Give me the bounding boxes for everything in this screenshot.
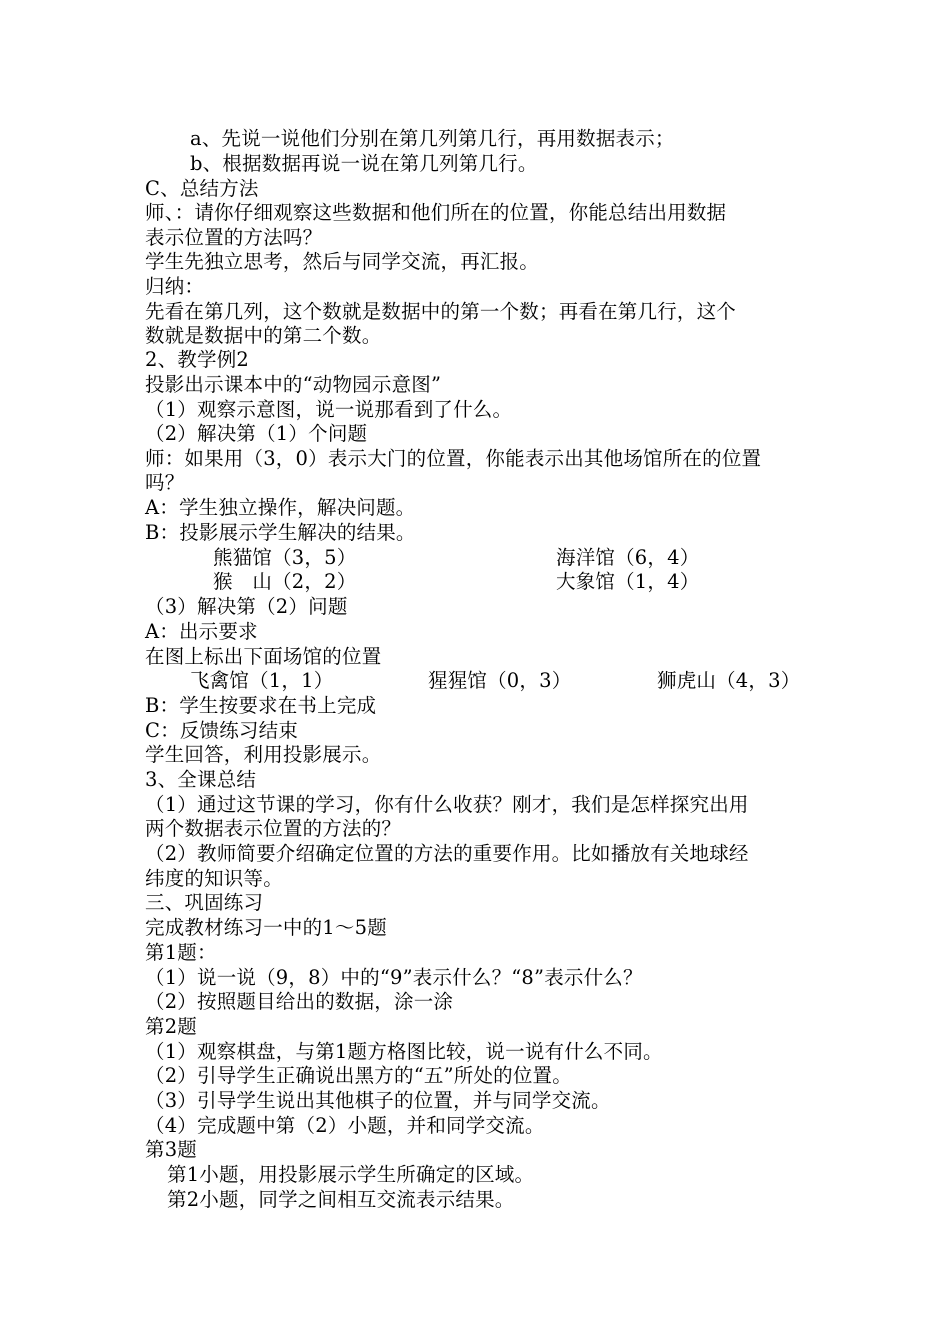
- text-line: （1）通过这节课的学习，你有什么收获？刚才，我们是怎样探究出用: [145, 793, 749, 816]
- text-line: 数就是数据中的第二个数。: [145, 324, 382, 347]
- text-line: A：出示要求: [145, 620, 258, 643]
- text-line: 两个数据表示位置的方法的？: [145, 817, 402, 840]
- venue-monkey: 猴 山（2，2）: [213, 570, 357, 593]
- text-line: B：学生按要求在书上完成: [145, 694, 377, 717]
- text-line: 师、：请你仔细观察这些数据和他们所在的位置，你能总结出用数据: [145, 201, 727, 224]
- text-line: 归纳：: [145, 275, 205, 298]
- text-line: 纬度的知识等。: [145, 867, 283, 890]
- text-line: 学生先独立思考，然后与同学交流，再汇报。: [145, 250, 540, 273]
- text-line: （2）引导学生正确说出黑方的“五”所处的位置。: [145, 1064, 572, 1087]
- text-line: 完成教材练习一中的1～5题: [145, 916, 387, 939]
- text-line: （3）引导学生说出其他棋子的位置，并与同学交流。: [145, 1089, 611, 1112]
- venue-ocean: 海洋馆（6，4）: [556, 546, 700, 569]
- text-line: 表示位置的方法吗？: [145, 226, 323, 249]
- text-line: a、先说一说他们分别在第几列第几行，再用数据表示；: [190, 127, 675, 150]
- text-line: B：投影展示学生解决的结果。: [145, 521, 416, 544]
- text-line: 师：如果用（3，0）表示大门的位置，你能表示出其他场馆所在的位置: [145, 447, 762, 470]
- text-line: 投影出示课本中的“动物园示意图”: [145, 373, 442, 396]
- text-line: 第2题: [145, 1015, 198, 1038]
- text-line: （2）解决第（1）个问题: [145, 422, 368, 445]
- text-line: （2）按照题目给出的数据，涂一涂: [145, 990, 454, 1013]
- text-line: （4）完成题中第（2）小题，并和同学交流。: [145, 1114, 545, 1137]
- text-line: （1）观察棋盘，与第1题方格图比较，说一说有什么不同。: [145, 1040, 663, 1063]
- venue-elephant: 大象馆（1，4）: [556, 570, 700, 593]
- section-heading: 2、教学例2: [145, 348, 250, 371]
- text-line: （3）解决第（2）问题: [145, 595, 348, 618]
- section-heading: 三、巩固练习: [145, 891, 264, 914]
- text-line: （2）教师简要介绍确定位置的方法的重要作用。比如播放有关地球经: [145, 842, 749, 865]
- text-line: 学生回答，利用投影展示。: [145, 743, 382, 766]
- text-line: 第2小题，同学之间相互交流表示结果。: [167, 1188, 515, 1211]
- text-line: 第1题：: [145, 941, 217, 964]
- text-line: C：反馈练习结束: [145, 719, 299, 742]
- section-heading: C、总结方法: [145, 177, 259, 200]
- text-line: 第1小题，用投影展示学生所确定的区域。: [167, 1163, 535, 1186]
- venue-gorilla: 猩猩馆（0，3）: [428, 669, 572, 692]
- text-line: 吗？: [145, 471, 185, 494]
- section-heading: 3、全课总结: [145, 768, 257, 791]
- text-line: 先看在第几列，这个数就是数据中的第一个数；再看在第几行，这个: [145, 300, 737, 323]
- venue-panda: 熊猫馆（3，5）: [213, 546, 357, 569]
- text-line: A：学生独立操作，解决问题。: [145, 496, 416, 519]
- text-line: 在图上标出下面场馆的位置: [145, 645, 382, 668]
- text-line: b、根据数据再说一说在第几列第几行。: [190, 152, 538, 175]
- text-line: （1）观察示意图，说一说那看到了什么。: [145, 398, 513, 421]
- text-line: （1）说一说（9，8）中的“9”表示什么？“8”表示什么？: [145, 966, 643, 989]
- venue-lion: 狮虎山（4，3）: [657, 669, 801, 692]
- venue-bird: 飞禽馆（1，1）: [190, 669, 334, 692]
- text-line: 第3题: [145, 1138, 198, 1161]
